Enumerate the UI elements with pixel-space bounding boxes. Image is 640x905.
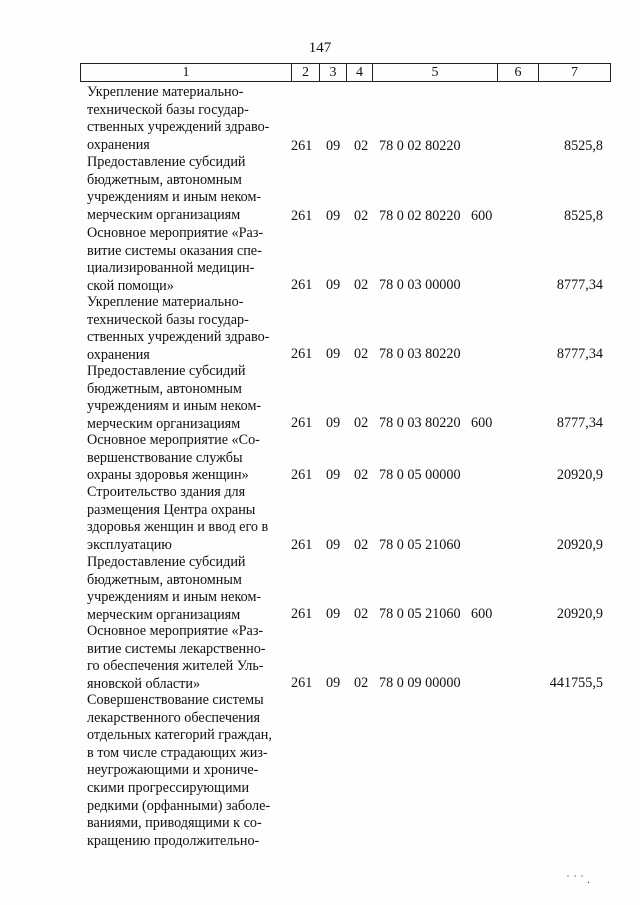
- cell-ministry: 261: [291, 415, 313, 431]
- table-row: [0, 414, 640, 432]
- cell-expense-type: 600: [471, 208, 493, 224]
- header-col-2: 2: [292, 64, 320, 81]
- cell-ministry: 261: [291, 467, 313, 483]
- cell-subsection: 02: [354, 346, 369, 362]
- cell-ministry: 261: [291, 277, 313, 293]
- cell-section: 09: [326, 467, 341, 483]
- cell-target-article: 78 0 02 80220: [379, 138, 461, 154]
- cell-target-article: 78 0 05 00000: [379, 467, 461, 483]
- cell-subsection: 02: [354, 138, 369, 154]
- table-row: [0, 850, 640, 868]
- header-col-3: 3: [320, 64, 347, 81]
- cell-expense-type: 600: [471, 415, 493, 431]
- table-row: [0, 345, 640, 363]
- cell-amount: 8777,34: [556, 346, 603, 362]
- cell-ministry: 261: [291, 606, 313, 622]
- cell-section: 09: [326, 208, 341, 224]
- page-number: 147: [308, 40, 332, 56]
- cell-subsection: 02: [354, 606, 369, 622]
- table-row-desc: Предоставление субсидий бюджетным, автономным учреждениям и иным неком- мерческим организациям: [87, 363, 262, 432]
- header-col-4: 4: [347, 64, 373, 81]
- header-col-7: 7: [571, 65, 578, 80]
- cell-section: 09: [326, 606, 341, 622]
- cell-amount: 20920,9: [556, 606, 603, 622]
- scan-mark: ˙ ˙ ˙ .: [566, 872, 590, 886]
- table-row-desc: Укрепление материально- технической базы государ- ственных учреждений здраво- охранения: [87, 84, 270, 153]
- table-row-desc: Основное мероприятие «Раз- витие системы лекарственно- го обеспечения жителей Уль- яновской области»: [87, 623, 266, 692]
- table-row-desc: Предоставление субсидий бюджетным, автономным учреждениям и иным неком- мерческим организациям: [87, 154, 262, 223]
- cell-subsection: 02: [354, 415, 369, 431]
- cell-amount: 20920,9: [556, 467, 603, 483]
- cell-ministry: 261: [291, 346, 313, 362]
- cell-target-article: 78 0 03 80220: [379, 415, 461, 431]
- table-row: [0, 536, 640, 554]
- cell-subsection: 02: [354, 537, 369, 553]
- cell-subsection: 02: [354, 467, 369, 483]
- table-row: [0, 137, 640, 155]
- cell-target-article: 78 0 09 00000: [379, 675, 461, 691]
- cell-target-article: 78 0 03 80220: [379, 346, 461, 362]
- cell-target-article: 78 0 03 00000: [379, 277, 461, 293]
- cell-target-article: 78 0 05 21060: [379, 537, 461, 553]
- header-col-1: 1: [81, 64, 292, 81]
- cell-subsection: 02: [354, 675, 369, 691]
- cell-section: 09: [326, 675, 341, 691]
- table-row: [0, 276, 640, 294]
- cell-ministry: 261: [291, 675, 313, 691]
- cell-ministry: 261: [291, 138, 313, 154]
- cell-ministry: 261: [291, 208, 313, 224]
- cell-section: 09: [326, 415, 341, 431]
- table-header: [80, 63, 611, 82]
- cell-section: 09: [326, 277, 341, 293]
- cell-target-article: 78 0 05 21060: [379, 606, 461, 622]
- header-col-6: 6: [498, 64, 539, 81]
- table-row-desc: Предоставление субсидий бюджетным, автономным учреждениям и иным неком- мерческим организациям: [87, 554, 262, 623]
- cell-expense-type: 600: [471, 606, 493, 622]
- cell-ministry: 261: [291, 537, 313, 553]
- table-row-desc: Совершенствование системы лекарственного обеспечения отдельных категорий граждан, в том числе страдающих жиз- неугрожающими и хрониче- скими прогрессирующими редкими (орфанными) заболе- ваниями, приводящими к со- кращению продолжительно-: [87, 692, 272, 849]
- table-row: [0, 207, 640, 225]
- table-row: [0, 605, 640, 623]
- table-row-desc: Укрепление материально- технической базы государ- ственных учреждений здраво- охранения: [87, 294, 270, 363]
- table-row-desc: Основное мероприятие «Раз- витие системы оказания спе- циализированной медицин- ской помощи»: [87, 225, 264, 294]
- cell-amount: 8777,34: [556, 415, 603, 431]
- cell-subsection: 02: [354, 277, 369, 293]
- table-row-desc: Основное мероприятие «Со- вершенствование службы охраны здоровья женщин»: [87, 432, 260, 484]
- cell-amount: 8525,8: [563, 138, 603, 154]
- header-col-5: 5: [373, 64, 498, 81]
- cell-section: 09: [326, 138, 341, 154]
- table-row: [0, 674, 640, 692]
- cell-amount: 8525,8: [563, 208, 603, 224]
- cell-amount: 20920,9: [556, 537, 603, 553]
- cell-amount: 8777,34: [556, 277, 603, 293]
- cell-subsection: 02: [354, 208, 369, 224]
- cell-target-article: 78 0 02 80220: [379, 208, 461, 224]
- table-row-desc: Строительство здания для размещения Центра охраны здоровья женщин и ввод его в эксплуатацию: [87, 484, 269, 553]
- cell-amount: 441755,5: [549, 675, 603, 691]
- cell-section: 09: [326, 346, 341, 362]
- table-row: [0, 466, 640, 484]
- cell-section: 09: [326, 537, 341, 553]
